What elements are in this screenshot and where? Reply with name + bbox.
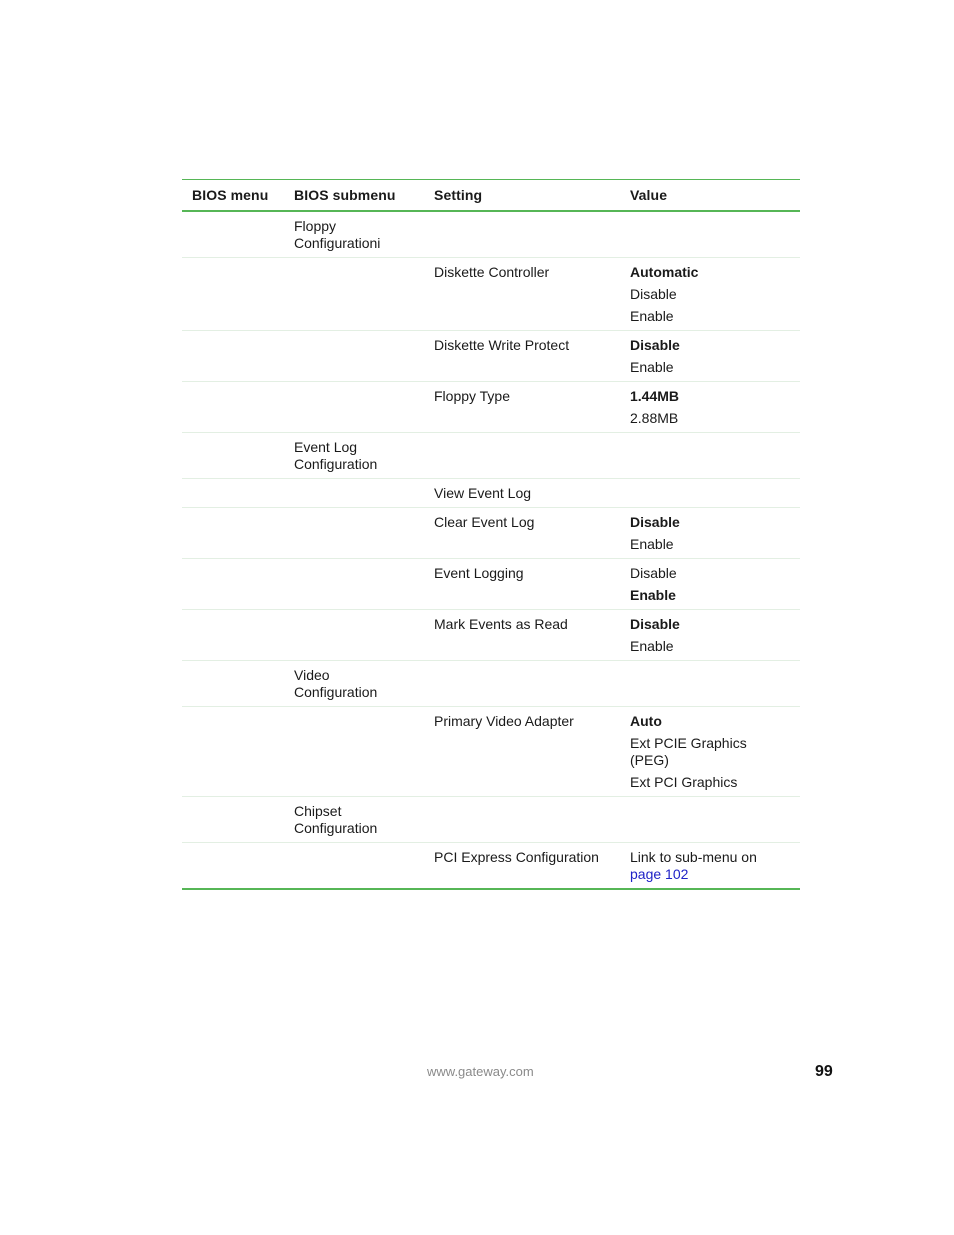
footer-url: www.gateway.com xyxy=(427,1064,534,1079)
cell-value xyxy=(630,565,800,604)
cell-setting: Event Logging xyxy=(434,565,524,581)
table-row xyxy=(182,559,800,610)
header-bios-submenu: BIOS submenu xyxy=(294,187,396,203)
cell-setting: Mark Events as Read xyxy=(434,616,568,632)
cell-value xyxy=(630,485,800,502)
cell-setting: Diskette Write Protect xyxy=(434,337,570,353)
table-row xyxy=(182,797,800,843)
cell-value xyxy=(630,667,800,701)
header-value: Value xyxy=(630,187,668,203)
value-option: Ext PCI Graphics xyxy=(630,774,738,790)
cell-bios-submenu: Floppy Configurationi xyxy=(294,218,381,251)
table-row xyxy=(182,258,800,331)
table-row xyxy=(182,843,800,888)
page-number: 99 xyxy=(815,1063,833,1080)
cell-bios-submenu xyxy=(294,565,434,604)
value-option: 2.88MB xyxy=(630,410,679,426)
cell-value xyxy=(630,713,800,791)
value-option-default: Automatic xyxy=(630,264,699,280)
cell-bios-menu xyxy=(182,218,294,252)
cell-bios-submenu xyxy=(294,337,434,376)
cell-bios-menu xyxy=(182,565,294,604)
value-option-default: Enable xyxy=(630,587,676,603)
cell-bios-menu xyxy=(182,439,294,473)
cell-value xyxy=(630,264,800,325)
cell-bios-menu xyxy=(182,337,294,376)
cell-bios-menu xyxy=(182,849,294,883)
value-option: Enable xyxy=(630,308,674,324)
cell-bios-menu xyxy=(182,485,294,502)
cell-bios-menu xyxy=(182,803,294,837)
value-option: Ext PCIE Graphics (PEG) xyxy=(630,735,747,768)
cell-setting xyxy=(434,667,630,701)
cell-bios-submenu: Video Configuration xyxy=(294,667,378,700)
value-option-default: 1.44MB xyxy=(630,388,680,404)
table-row xyxy=(182,433,800,479)
header-setting: Setting xyxy=(434,187,483,203)
value-option-default: Disable xyxy=(630,616,680,632)
value-option: Disable xyxy=(630,286,677,302)
cell-bios-submenu xyxy=(294,616,434,655)
table-row xyxy=(182,331,800,382)
table-row xyxy=(182,479,800,508)
link-prefix-text: Link to sub-menu on xyxy=(630,849,757,865)
cell-setting xyxy=(434,439,630,473)
value-option-default: Disable xyxy=(630,514,680,530)
cell-value xyxy=(630,337,800,376)
cell-value xyxy=(630,803,800,837)
value-option: Enable xyxy=(630,638,674,654)
cell-setting: Clear Event Log xyxy=(434,514,535,530)
cell-value xyxy=(630,616,800,655)
table-row xyxy=(182,707,800,797)
table-row xyxy=(182,212,800,258)
cell-bios-menu xyxy=(182,264,294,325)
cell-bios-submenu: Chipset Configuration xyxy=(294,803,378,836)
table-body xyxy=(182,212,800,888)
cell-bios-menu xyxy=(182,616,294,655)
table-row xyxy=(182,382,800,433)
value-option: Enable xyxy=(630,536,674,552)
value-option: Disable xyxy=(630,565,677,581)
cell-bios-submenu xyxy=(294,514,434,553)
header-bios-menu: BIOS menu xyxy=(192,187,269,203)
cell-bios-menu xyxy=(182,388,294,427)
cell-setting xyxy=(434,218,630,252)
table-header-row xyxy=(182,180,800,212)
cell-setting: Primary Video Adapter xyxy=(434,713,574,729)
cell-bios-submenu xyxy=(294,485,434,502)
cell-bios-submenu xyxy=(294,849,434,883)
cell-value xyxy=(630,218,800,252)
bios-settings-table xyxy=(182,179,800,890)
cell-bios-menu xyxy=(182,713,294,791)
cell-value xyxy=(630,439,800,473)
cell-bios-submenu xyxy=(294,264,434,325)
cell-value xyxy=(630,388,800,427)
cell-bios-menu xyxy=(182,514,294,553)
cell-setting xyxy=(434,803,630,837)
value-option-default: Disable xyxy=(630,337,680,353)
cell-value xyxy=(630,514,800,553)
cell-value xyxy=(630,849,800,883)
table-row xyxy=(182,661,800,707)
cell-setting: View Event Log xyxy=(434,485,532,501)
cell-bios-submenu xyxy=(294,388,434,427)
value-option-default: Auto xyxy=(630,713,662,729)
cell-setting: PCI Express Configuration xyxy=(434,849,599,865)
cell-setting: Floppy Type xyxy=(434,388,511,404)
table-row xyxy=(182,610,800,661)
table-row xyxy=(182,508,800,559)
page-link[interactable]: page 102 xyxy=(630,866,689,882)
cell-setting: Diskette Controller xyxy=(434,264,550,280)
cell-bios-submenu: Event Log Configuration xyxy=(294,439,378,472)
cell-bios-submenu xyxy=(294,713,434,791)
cell-bios-menu xyxy=(182,667,294,701)
value-option: Enable xyxy=(630,359,674,375)
